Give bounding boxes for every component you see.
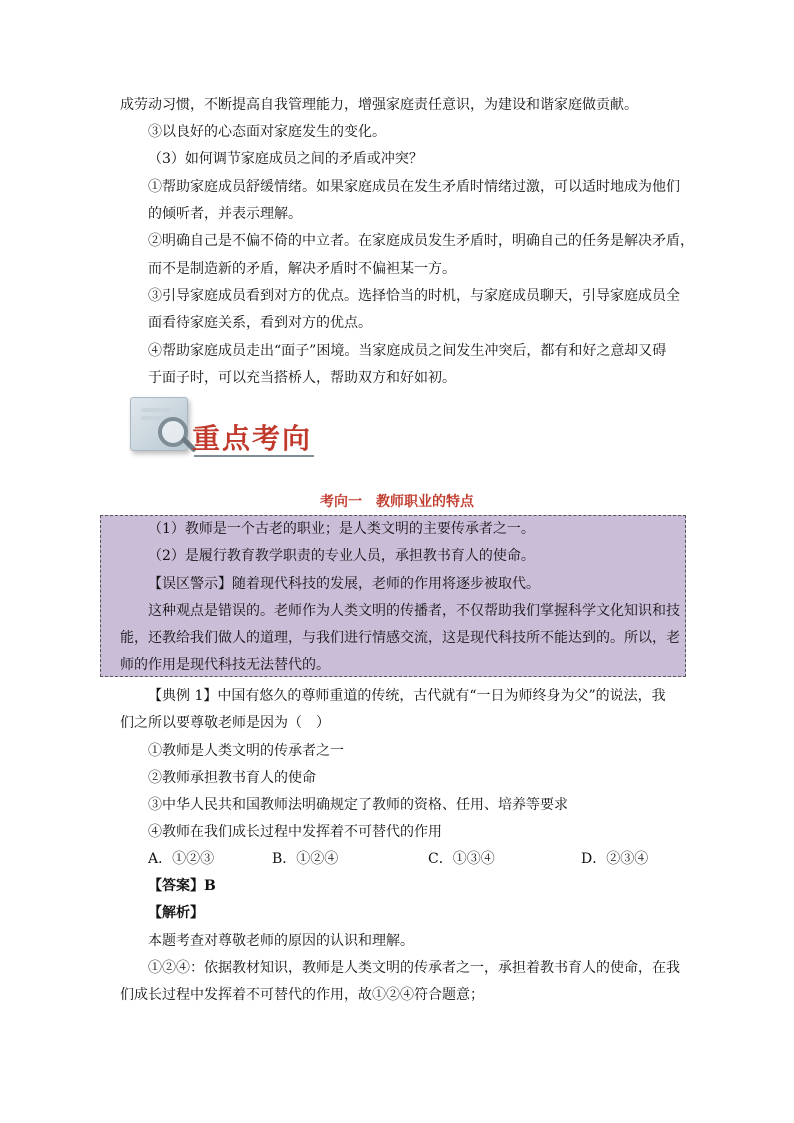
option-3: ③中华人民共和国教师法明确规定了教师的资格、任用、培养等要求 <box>148 797 568 813</box>
text-line: ③引导家庭成员看到对方的优点。选择恰当的时机，与家庭成员聊天，引导家庭成员全 <box>148 288 680 304</box>
option-2: ②教师承担教书育人的使命 <box>148 770 316 786</box>
choice-a: A．①②③ <box>148 851 215 867</box>
text-line: 面看待家庭关系，看到对方的优点。 <box>148 315 372 331</box>
analysis-line: 本题考查对尊敬老师的原因的认识和理解。 <box>148 933 414 949</box>
text-line: ②明确自己是不偏不倚的中立者。在家庭成员发生矛盾时，明确自己的任务是解决矛盾， <box>148 233 694 249</box>
option-4: ④教师在我们成长过程中发挥着不可替代的作用 <box>148 824 442 840</box>
section-title: 考向一 教师职业的特点 <box>320 494 474 510</box>
banner-title: 重点考向 <box>192 422 313 455</box>
text-line: 成劳动习惯，不断提高自我管理能力，增强家庭责任意识，为建设和谐家庭做贡献。 <box>120 97 638 113</box>
text-line: 而不是制造新的矛盾，解决矛盾时不偏袒某一方。 <box>148 261 456 277</box>
box-line: 能，还教给我们做人的道理，与我们进行情感交流，这是现代科技所不能达到的。所以，老 <box>120 630 680 646</box>
text-line: （3）如何调节家庭成员之间的矛盾或冲突？ <box>148 151 423 167</box>
analysis-line: ①②④：依据教材知识，教师是人类文明的传承者之一，承担着教书育人的使命，在我 <box>148 960 680 976</box>
box-line: 这种观点是错误的。老师作为人类文明的传播者，不仅帮助我们掌握科学文化知识和技 <box>148 603 680 619</box>
answer: 【答案】B <box>148 878 216 894</box>
analysis-label: 【解析】 <box>148 905 204 921</box>
box-line: 师的作用是现代科技无法替代的。 <box>120 657 330 673</box>
text-line: ④帮助家庭成员走出“面子”困境。当家庭成员之间发生冲突后，都有和好之意却又碍 <box>148 343 667 359</box>
box-line: 【误区警示】随着现代科技的发展，老师的作用将逐步被取代。 <box>148 576 540 592</box>
question-line: 们之所以要尊敬老师是因为（ ） <box>120 715 330 731</box>
banner-underline <box>194 455 314 457</box>
section-banner <box>130 397 320 469</box>
question-line: 【典例 1】中国有悠久的尊师重道的传统，古代就有“一日为师终身为父”的说法，我 <box>148 688 666 704</box>
text-line: 于面子时，可以充当搭桥人，帮助双方和好如初。 <box>148 370 456 386</box>
option-1: ①教师是人类文明的传承者之一 <box>148 743 344 759</box>
text-line: ①帮助家庭成员舒缓情绪。如果家庭成员在发生矛盾时情绪过激，可以适时地成为他们 <box>148 179 680 195</box>
key-points-box <box>100 515 686 677</box>
text-line: ③以良好的心态面对家庭发生的变化。 <box>148 124 386 140</box>
text-line: 的倾听者，并表示理解。 <box>148 206 302 222</box>
choice-d: D．②③④ <box>581 851 649 867</box>
choice-b: B．①②④ <box>272 851 339 867</box>
box-line: （2）是履行教育教学职责的专业人员，承担教书育人的使命。 <box>148 548 535 564</box>
box-line: （1）教师是一个古老的职业；是人类文明的主要传承者之一。 <box>148 521 535 537</box>
choice-c: C．①③④ <box>428 851 495 867</box>
analysis-line: 们成长过程中发挥着不可替代的作用，故①②④符合题意； <box>120 987 484 1003</box>
